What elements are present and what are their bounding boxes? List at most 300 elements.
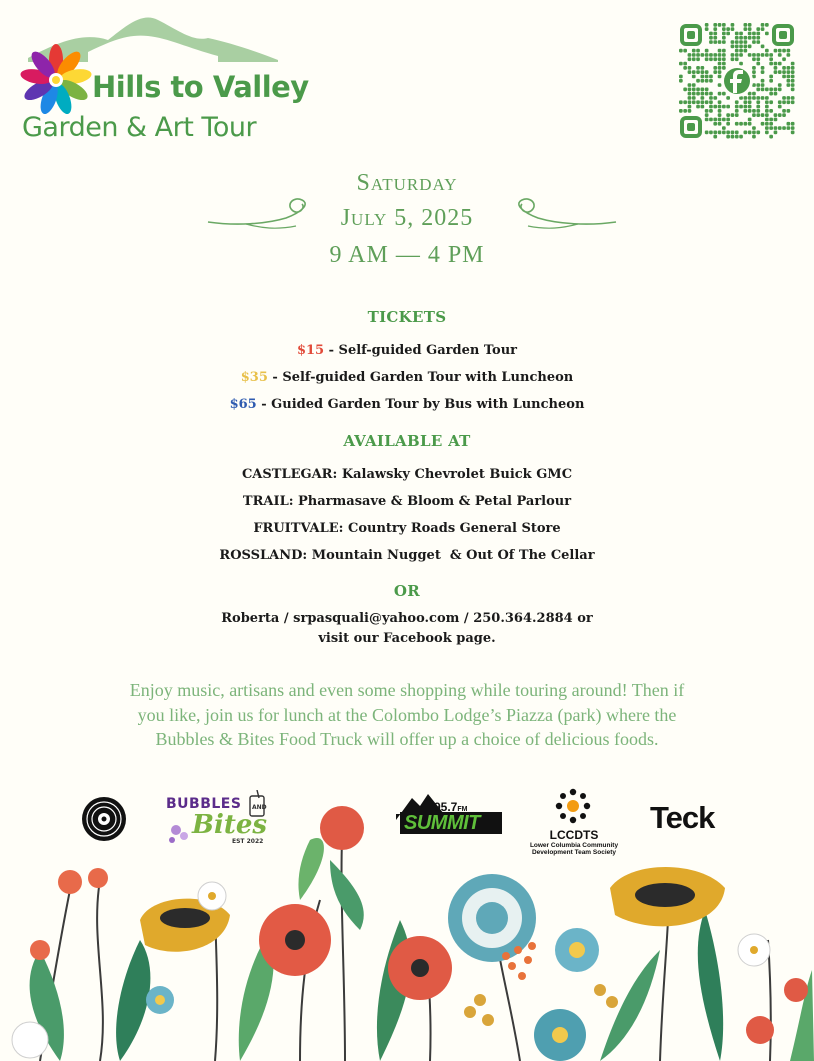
qr-module [756, 62, 760, 66]
qr-module [744, 49, 748, 53]
qr-module [726, 113, 730, 117]
qr-module [713, 70, 717, 74]
qr-module [756, 57, 760, 61]
qr-module [787, 96, 791, 100]
facebook-icon [721, 65, 753, 97]
qr-module [688, 53, 692, 57]
qr-module [688, 96, 692, 100]
description-line-2: you like, join us for lunch at the Colombo Lodge’s Piazza (park) where the [137, 704, 677, 725]
qr-module [713, 40, 717, 44]
qr-module [782, 100, 786, 104]
qr-module [688, 100, 692, 104]
location-castlegar: CASTLEGAR: Kalawsky Chevrolet Buick GMC [241, 467, 573, 482]
qr-module [683, 62, 687, 66]
qr-module [705, 131, 709, 135]
qr-module [705, 79, 709, 83]
qr-module [752, 113, 756, 117]
qr-module [791, 126, 795, 130]
qr-module [791, 66, 795, 70]
qr-module [709, 109, 713, 113]
description-paragraph [90, 678, 724, 752]
qr-module [787, 83, 791, 87]
qr-module [731, 113, 735, 117]
qr-module [769, 62, 773, 66]
qr-module [735, 45, 739, 49]
qr-module [705, 100, 709, 104]
qr-module [761, 96, 765, 100]
qr-module [765, 88, 769, 92]
floral-border-illustration [0, 800, 814, 1061]
qr-module [756, 32, 760, 36]
qr-module [722, 36, 726, 40]
qr-module [787, 109, 791, 113]
qr-module [705, 70, 709, 74]
qr-module [692, 57, 696, 61]
qr-module [705, 27, 709, 31]
qr-module [701, 53, 705, 57]
qr-module [752, 40, 756, 44]
qr-module [713, 131, 717, 135]
ticket-desc-2: - Self-guided Garden Tour with Luncheon [267, 370, 574, 385]
qr-module [701, 75, 705, 79]
qr-module [748, 118, 752, 122]
ticket-price-1: $15 [296, 343, 325, 358]
qr-module [791, 122, 795, 126]
qr-module [756, 27, 760, 31]
qr-module [726, 105, 730, 109]
qr-module [791, 62, 795, 66]
qr-module [765, 49, 769, 53]
qr-module [722, 118, 726, 122]
qr-module [739, 32, 743, 36]
qr-module [696, 53, 700, 57]
qr-module [769, 122, 773, 126]
qr-module [761, 23, 765, 27]
qr-module [705, 49, 709, 53]
qr-module [713, 23, 717, 27]
qr-module [709, 53, 713, 57]
qr-module [769, 92, 773, 96]
ticket-desc-1: - Self-guided Garden Tour [324, 343, 518, 358]
qr-module [735, 100, 739, 104]
qr-module [765, 100, 769, 104]
qr-module [739, 62, 743, 66]
qr-module [726, 96, 730, 100]
qr-module [683, 100, 687, 104]
qr-module [718, 105, 722, 109]
qr-module [701, 100, 705, 104]
qr-module [748, 53, 752, 57]
qr-module [761, 53, 765, 57]
qr-module [782, 109, 786, 113]
qr-module [705, 113, 709, 117]
qr-module [748, 92, 752, 96]
bites-word: Bites [192, 810, 268, 840]
qr-module [769, 75, 773, 79]
qr-module [769, 100, 773, 104]
qr-module [765, 96, 769, 100]
qr-module [752, 109, 756, 113]
qr-module [735, 40, 739, 44]
qr-module [756, 105, 760, 109]
qr-module [791, 70, 795, 74]
qr-module [748, 96, 752, 100]
qr-module [735, 49, 739, 53]
qr-module [791, 75, 795, 79]
qr-module [722, 66, 726, 70]
qr-module [722, 49, 726, 53]
qr-module [701, 88, 705, 92]
qr-module [774, 70, 778, 74]
qr-module [769, 57, 773, 61]
logo-title: Hills to Valley [92, 70, 309, 104]
qr-module [713, 122, 717, 126]
qr-module [761, 27, 765, 31]
qr-module [713, 53, 717, 57]
qr-module [718, 113, 722, 117]
qr-module [739, 40, 743, 44]
qr-module [744, 109, 748, 113]
qr-module [744, 40, 748, 44]
qr-module [722, 53, 726, 57]
bubbles-word: BUBBLES [166, 796, 242, 812]
qr-module [705, 23, 709, 27]
teck-logo: Teck [650, 800, 715, 835]
qr-module [692, 49, 696, 53]
qr-module [756, 109, 760, 113]
qr-module [756, 88, 760, 92]
qr-module [692, 70, 696, 74]
qr-module [778, 126, 782, 130]
qr-module [778, 53, 782, 57]
qr-module [765, 109, 769, 113]
location-rossland: ROSSLAND: Mountain Nugget & Out Of The Cellar [219, 548, 595, 563]
qr-module [761, 113, 765, 117]
qr-module [778, 100, 782, 104]
qr-module [774, 88, 778, 92]
qr-module [722, 131, 726, 135]
qr-module [744, 96, 748, 100]
qr-module [713, 105, 717, 109]
qr-module [769, 88, 773, 92]
lccdts-line-1: Lower Columbia Community [529, 842, 619, 849]
qr-module [761, 70, 765, 74]
qr-module [709, 92, 713, 96]
qr-module [709, 75, 713, 79]
qr-module [718, 53, 722, 57]
lccdts-line-2: Development Team Society [531, 849, 617, 856]
qr-module [709, 40, 713, 44]
qr-module [696, 88, 700, 92]
qr-module [705, 88, 709, 92]
contact-line-2[interactable]: visit our Facebook page. [318, 631, 496, 646]
qr-module [692, 96, 696, 100]
qr-module [752, 70, 756, 74]
event-date: July 5, 2025 [340, 205, 474, 231]
ticket-price-3: $65 [229, 397, 257, 412]
qr-module [756, 53, 760, 57]
qr-module [718, 75, 722, 79]
qr-module [752, 53, 756, 57]
tickets-heading: TICKETS [367, 308, 447, 326]
qr-module [722, 126, 726, 130]
qr-module [718, 131, 722, 135]
qr-module [748, 36, 752, 40]
qr-module [739, 135, 743, 139]
qr-module [718, 40, 722, 44]
qr-module [774, 92, 778, 96]
qr-module [688, 88, 692, 92]
qr-module [701, 66, 705, 70]
qr-module [718, 92, 722, 96]
qr-module [735, 135, 739, 139]
qr-module [679, 109, 683, 113]
qr-module [709, 57, 713, 61]
qr-module [709, 96, 713, 100]
qr-module [787, 70, 791, 74]
qr-module [782, 113, 786, 117]
qr-module [692, 53, 696, 57]
qr-module [739, 49, 743, 53]
qr-module [774, 126, 778, 130]
qr-module [679, 62, 683, 66]
qr-module [692, 83, 696, 87]
qr-module [748, 109, 752, 113]
qr-module [688, 70, 692, 74]
qr-module [752, 66, 756, 70]
qr-module [756, 96, 760, 100]
qr-module [718, 49, 722, 53]
qr-module [718, 57, 722, 61]
qr-module [739, 36, 743, 40]
qr-module [744, 122, 748, 126]
summit-name: SUMMIT [404, 812, 480, 834]
qr-module [787, 53, 791, 57]
qr-module [731, 57, 735, 61]
qr-module [782, 75, 786, 79]
qr-module [679, 100, 683, 104]
qr-module [696, 57, 700, 61]
qr-module [709, 32, 713, 36]
qr-module [791, 88, 795, 92]
qr-module [748, 45, 752, 49]
qr-module [739, 105, 743, 109]
qr-module [701, 70, 705, 74]
qr-module [718, 122, 722, 126]
summit-fm: FM [457, 806, 468, 813]
qr-module [782, 49, 786, 53]
qr-module [752, 96, 756, 100]
qr-module [769, 53, 773, 57]
qr-module [735, 113, 739, 117]
qr-module [761, 88, 765, 92]
qr-module [765, 32, 769, 36]
qr-module [778, 62, 782, 66]
qr-module [735, 122, 739, 126]
qr-module [744, 27, 748, 31]
ticket-line-2 [0, 370, 814, 385]
qr-module [718, 70, 722, 74]
qr-module [769, 109, 773, 113]
qr-module [774, 66, 778, 70]
qr-module [688, 66, 692, 70]
qr-module [713, 32, 717, 36]
bubbles-and: AND [252, 804, 267, 811]
qr-module [778, 70, 782, 74]
qr-module [782, 126, 786, 130]
qr-module [782, 96, 786, 100]
qr-module [705, 109, 709, 113]
qr-module [778, 105, 782, 109]
qr-module [701, 105, 705, 109]
qr-module [787, 79, 791, 83]
qr-module [791, 79, 795, 83]
qr-module [778, 83, 782, 87]
ticket-line-1 [0, 343, 814, 358]
qr-module [778, 88, 782, 92]
qr-module [748, 131, 752, 135]
qr-module [722, 32, 726, 36]
qr-module [718, 66, 722, 70]
available-heading: AVAILABLE AT [343, 432, 471, 450]
qr-module [696, 92, 700, 96]
qr-module [683, 88, 687, 92]
qr-module [769, 118, 773, 122]
qr-module [692, 75, 696, 79]
qr-module [705, 92, 709, 96]
qr-module [713, 57, 717, 61]
qr-module [701, 96, 705, 100]
location-trail: TRAIL: Pharmasave & Bloom & Petal Parlour [242, 494, 572, 509]
qr-module [688, 109, 692, 113]
qr-module [752, 92, 756, 96]
qr-module [787, 66, 791, 70]
qr-module [787, 49, 791, 53]
qr-module [713, 66, 717, 70]
qr-module [713, 118, 717, 122]
qr-module [761, 83, 765, 87]
qr-module [744, 105, 748, 109]
qr-module [709, 36, 713, 40]
qr-module [782, 57, 786, 61]
qr-module [787, 126, 791, 130]
qr-module [774, 62, 778, 66]
qr-module [696, 49, 700, 53]
qr-module [688, 105, 692, 109]
qr-module [731, 40, 735, 44]
qr-module [791, 83, 795, 87]
qr-module [722, 92, 726, 96]
qr-module [791, 100, 795, 104]
qr-module [735, 57, 739, 61]
qr-module [774, 118, 778, 122]
qr-module [731, 27, 735, 31]
qr-module [765, 126, 769, 130]
lccdts-abbr: LCCDTS [549, 828, 599, 842]
qr-module [709, 105, 713, 109]
qr-module [744, 36, 748, 40]
qr-module [769, 79, 773, 83]
qr-module [735, 53, 739, 57]
qr-module [791, 96, 795, 100]
qr-module [709, 118, 713, 122]
qr-module [765, 131, 769, 135]
qr-module [756, 113, 760, 117]
location-fruitvale: FRUITVALE: Country Roads General Store [253, 521, 561, 536]
qr-module [735, 105, 739, 109]
logo-subtitle: Garden & Art Tour [22, 112, 257, 143]
qr-module [713, 36, 717, 40]
qr-module [679, 79, 683, 83]
qr-module [696, 66, 700, 70]
qr-module [735, 32, 739, 36]
qr-module [679, 49, 683, 53]
qr-module [692, 92, 696, 96]
qr-module [769, 135, 773, 139]
event-time: 9 AM — 4 PM [329, 242, 485, 268]
contact-line-1[interactable]: Roberta / srpasquali@yahoo.com / 250.364.2884 or [221, 611, 593, 626]
qr-module [722, 62, 726, 66]
ticket-price-2: $35 [240, 370, 268, 385]
qr-module [765, 105, 769, 109]
qr-module [761, 45, 765, 49]
qr-module [769, 126, 773, 130]
qr-module [718, 23, 722, 27]
qr-module [739, 45, 743, 49]
qr-module [713, 135, 717, 139]
description-line-1: Enjoy music, artisans and even some shopping while touring around! Then if [129, 680, 685, 700]
qr-module [787, 122, 791, 126]
qr-module [756, 40, 760, 44]
qr-module [718, 83, 722, 87]
qr-module [688, 83, 692, 87]
qr-module [744, 100, 748, 104]
qr-module [705, 75, 709, 79]
qr-module [688, 92, 692, 96]
qr-module [683, 66, 687, 70]
qr-code[interactable] [678, 22, 796, 140]
qr-module [701, 92, 705, 96]
qr-module [744, 45, 748, 49]
or-heading: OR [393, 582, 421, 600]
qr-module [782, 66, 786, 70]
qr-module [752, 32, 756, 36]
qr-module [726, 122, 730, 126]
qr-module [735, 36, 739, 40]
qr-module [726, 135, 730, 139]
qr-module [713, 27, 717, 31]
qr-module [756, 36, 760, 40]
qr-module [731, 23, 735, 27]
event-day: Saturday [356, 170, 458, 196]
qr-module [692, 100, 696, 104]
qr-module [726, 27, 730, 31]
qr-module [761, 122, 765, 126]
qr-module [748, 105, 752, 109]
qr-module [791, 131, 795, 135]
qr-module [774, 49, 778, 53]
qr-module [683, 109, 687, 113]
qr-module [739, 53, 743, 57]
qr-module [718, 109, 722, 113]
qr-module [709, 79, 713, 83]
qr-module [696, 105, 700, 109]
qr-module [748, 23, 752, 27]
qr-module [722, 105, 726, 109]
qr-module [739, 122, 743, 126]
qr-module [722, 27, 726, 31]
description-line-3: Bubbles & Bites Food Truck will offer up a choice of delicious foods. [155, 729, 659, 749]
